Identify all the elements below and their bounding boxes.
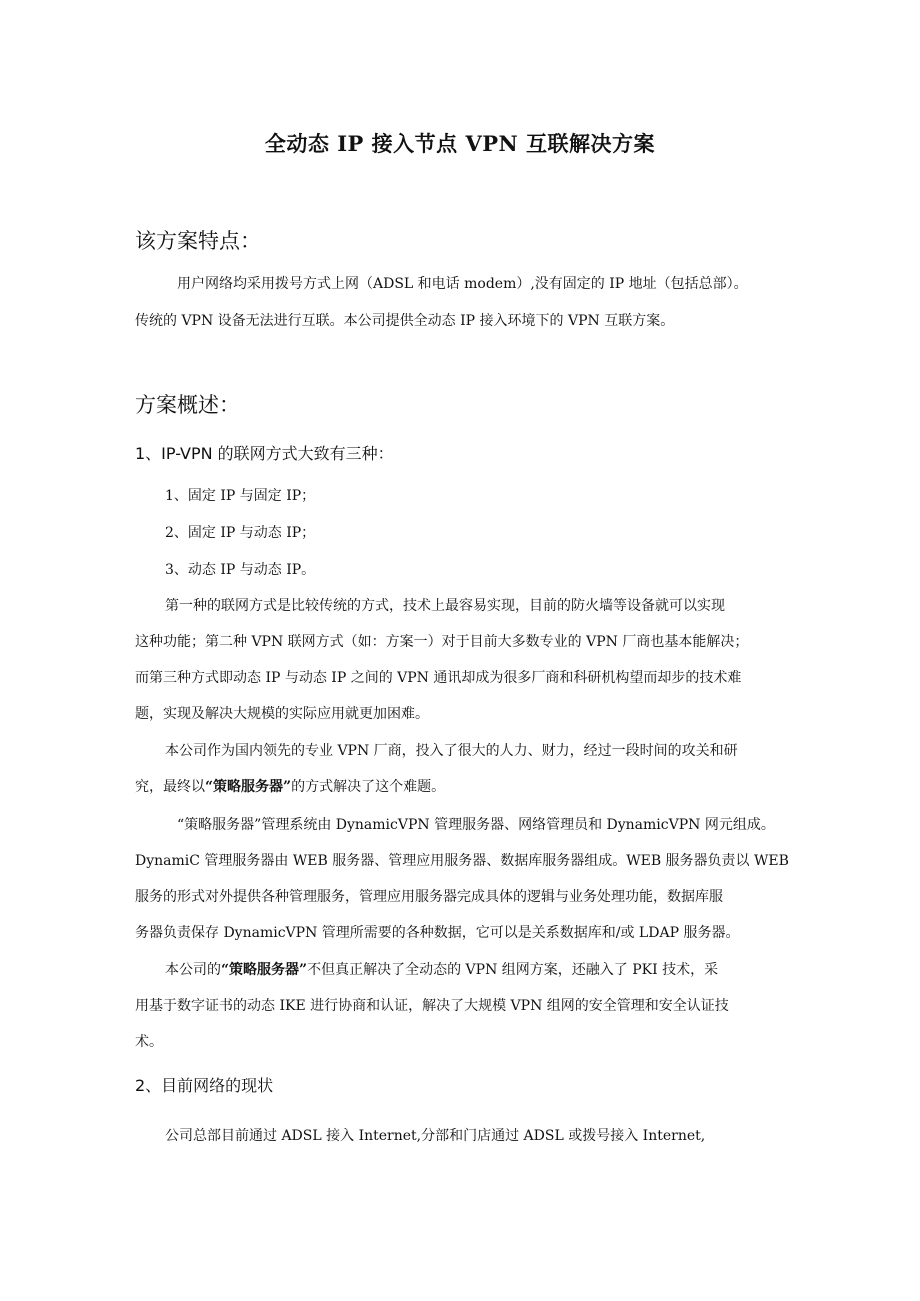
- text-run: 本公司的: [165, 962, 221, 978]
- subheading-vpn-methods: 1、IP-VPN 的联网方式大致有三种：: [135, 444, 394, 463]
- paragraph-line: 传统的 VPN 设备无法进行互联。本公司提供全动态 IP 接入环境下的 VPN 互联方案。: [135, 313, 675, 329]
- document-title: 全动态 IP 接入节点 VPN 互联解决方案: [264, 131, 656, 156]
- paragraph-line: 第一种的联网方式是比较传统的方式，技术上最容易实现，目前的防火墙等设备就可以实现: [165, 598, 725, 614]
- paragraph-line: 术。: [135, 1034, 163, 1050]
- paragraph-line: [165, 960, 718, 980]
- paragraph-line: [135, 777, 445, 797]
- section-heading-features: 该方案特点：: [135, 229, 261, 253]
- section-heading-overview: 方案概述：: [135, 393, 240, 417]
- paragraph-line: 这种功能；第二种 VPN 联网方式（如：方案一）对于目前大多数专业的 VPN 厂商也基本能解决；: [135, 634, 749, 650]
- paragraph-line: 而第三种方式即动态 IP 与动态 IP 之间的 VPN 通讯却成为很多厂商和科研机构望而却步的技术难: [135, 670, 742, 686]
- subheading-network-status: 2、目前网络的现状: [135, 1076, 274, 1095]
- paragraph-line: 务器负责保存 DynamicVPN 管理所需要的各种数据，它可以是关系数据库和/或 LDAP 服务器。: [135, 925, 740, 941]
- list-item: 1、固定 IP 与固定 IP；: [165, 488, 316, 504]
- policy-server-term: “策略服务器”: [221, 962, 308, 978]
- paragraph-line: 本公司作为国内领先的专业 VPN 厂商，投入了很大的人力、财力，经过一段时间的攻关和研: [165, 743, 738, 759]
- paragraph-line: 公司总部目前通过 ADSL 接入 Internet,分部和门店通过 ADSL 或拨号接入 Internet,: [165, 1128, 706, 1144]
- policy-server-term: “策略服务器”: [205, 779, 292, 795]
- list-item: 3、动态 IP 与动态 IP。: [165, 562, 316, 578]
- text-run: 究，最终以: [135, 779, 205, 795]
- text-run: 的方式解决了这个难题。: [291, 779, 446, 795]
- paragraph-line: 用基于数字证书的动态 IKE 进行协商和认证，解决了大规模 VPN 组网的安全管理和安全认证技: [135, 998, 729, 1014]
- paragraph-line: 服务的形式对外提供各种管理服务，管理应用服务器完成具体的逻辑与业务处理功能，数据库服: [135, 889, 723, 905]
- paragraph-line: 用户网络均采用拨号方式上网（ADSL 和电话 modem）,没有固定的 IP 地址（包括总部）。: [177, 276, 748, 292]
- text-run: 不但真正解决了全动态的 VPN 组网方案，还融入了 PKI 技术，采: [307, 962, 719, 978]
- list-item: 2、固定 IP 与动态 IP；: [165, 525, 316, 541]
- paragraph-line: “策略服务器”管理系统由 DynamicVPN 管理服务器、网络管理员和 DynamicVPN 网元组成。: [177, 817, 775, 833]
- paragraph-line: DynamiC 管理服务器由 WEB 服务器、管理应用服务器、数据库服务器组成。WEB 服务器负责以 WEB: [135, 853, 789, 869]
- paragraph-line: 题，实现及解决大规模的实际应用就更加困难。: [135, 706, 429, 722]
